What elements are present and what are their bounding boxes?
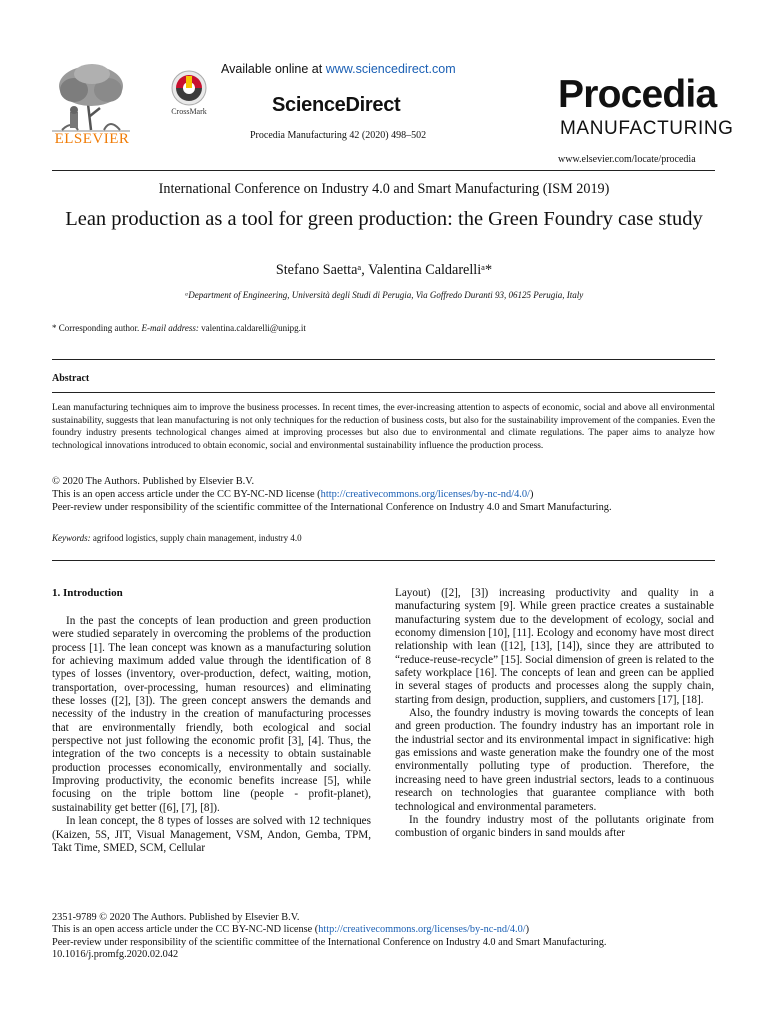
paragraph: Layout) ([2], [3]) increasing productivity and quality in a manufacturing system [9]. While green practice creates a sustainable manufacturing system due to the development of ecology, social and economy dimension [10], [11]. Ecology and economy have most direct relationship with lean ([12], [13], [14]), since they are attributed to “reduce-reuse-recycle” [15]. Social dimension of green is related to the safety workplace [16]. The concepts of lean and green can be applied in several stages of products and processes along the supply chain, starting from design, production, suppliers, and customers [17], [18]. [395,587,714,706]
keywords-label: Keywords: [52,533,91,543]
license-link[interactable]: http://creativecommons.org/licenses/by-nc-nd/4.0/ [320,489,530,500]
available-online-line [221,62,456,76]
issn-line: 2351-9789 © 2020 The Authors. Published by Elsevier B.V. [52,912,300,923]
conference-name: International Conference on Industry 4.0 and Smart Manufacturing (ISM 2019) [158,181,610,197]
manufacturing-wordmark: MANUFACTURING [560,118,734,139]
abstract-heading: Abstract [52,373,90,384]
paper-title: Lean production as a tool for green production: the Green Foundry case study [65,208,703,230]
keywords-line [52,533,302,543]
footer-peer-review-line: Peer-review under responsibility of the scientific committee of the International Conference on Industry 4.0 and Smart Manufacturing. [52,936,607,948]
paragraph: In the past the concepts of lean production and green production were studied separately in overcoming the problems of the production process [1]. The lean concept was known as a manufacturing solution for achieving maximum added value through the identification of 8 types of losses (inventory, over-production, defect, waiting, motion, transportation, over-processing, human resources) and eliminating these losses ([2], [3]). The green concept answers the demands and necessity of the industry in the creation of manufacturing processes that are environmentally friendly, both ecological and social perspective not just following the economic profit [3], [4]. Thus, the integration of the two concepts is a necessity to obtain sustainable production processes economically, environmentally and socially. Improving productivity, the economic benefits increase [5], while focusing on the triple bottom line (people - profit-planet), sustainability get better ([6], [7], [8]). [52,615,371,814]
keywords-text: agrifood logistics, supply chain management, industry 4.0 [90,533,302,543]
license-line [52,488,732,501]
corresponding-prefix: * Corresponding author. [52,323,142,333]
copyright-line: © 2020 The Authors. Published by Elsevier B.V. [52,476,255,487]
available-prefix: Available online at [221,62,326,76]
body-column-right [395,587,714,841]
sciencedirect-brand: ScienceDirect [272,94,401,116]
license-suffix: ) [529,489,534,500]
affiliation: ᵃDepartment of Engineering, Università degli Studi di Perugia, Via Goffredo Duranti 93, 06125 Perugia, Italy [184,290,584,300]
paragraph: In the foundry industry most of the pollutants originate from combustion of organic binders in sand moulds after [395,813,714,840]
footer-block [52,912,742,962]
sciencedirect-link[interactable]: www.sciencedirect.com [325,62,456,76]
journal-url[interactable]: www.elsevier.com/locate/procedia [558,154,696,165]
abstract-top-rule [52,359,715,360]
journal-reference: Procedia Manufacturing 42 (2020) 498–502 [250,130,427,141]
section-heading-introduction: 1. Introduction [52,587,123,599]
copyright-block [52,475,732,514]
footer-license-suffix: ) [525,924,530,936]
footer-license-prefix: This is an open access article under the CC BY-NC-ND license ( [52,924,319,936]
footer-license-link[interactable]: http://creativecommons.org/licenses/by-nc-nd/4.0/ [318,924,526,936]
paragraph: Also, the foundry industry is moving towards the concepts of lean and green production. The foundry industry has an important role in the industrial sector and its environmental impact in significative: high gas emissions and waste generation make the foundry one of the most environmentally polluting type of production. Therefore, the increasing need to have green industrial sectors, leads to a continuous research on technologies that guarantee compliance with both technological and environmental parameters. [395,707,714,813]
paragraph: In lean concept, the 8 types of losses are solved with 12 techniques (Kaizen, 5S, JIT, Visual Management, VSM, Andon, Gemba, TPM, Takt Time, SMED, SCM, Cellular [52,815,371,854]
corresponding-author [52,323,306,333]
abstract-heading-rule [52,392,715,393]
body-column-left [52,615,371,855]
footer-license-line [52,924,742,936]
procedia-wordmark: Procedia [558,73,717,116]
author-list: Stefano Saettaᵃ, Valentina Caldarelliᵃ* [275,262,493,278]
corresponding-email[interactable]: valentina.caldarelli@unipg.it [198,323,306,333]
elsevier-wordmark: ELSEVIER [54,131,130,147]
keywords-bottom-rule [52,560,715,561]
abstract-body: Lean manufacturing techniques aim to improve the business processes. In recent times, the ever-increasing attention to aspects of economic, social and above all environmental sustainability, suggests that lean manufacturing is not only techniques for the reduction of business costs, but also for the sustainability improvement of the companies. Even the foundry industry presents technological changes aimed at improving processes but also due to environmental and climate regulations. The paper aims to analyze how technological innovations introduced to obtain economic, social and environmental sustainability influence the production process. [52,403,715,451]
header-divider [52,170,715,171]
license-prefix: This is an open access article under the CC BY-NC-ND license ( [52,489,321,500]
email-label: E-mail address: [141,323,199,333]
peer-review-line: Peer-review under responsibility of the scientific committee of the International Conference on Industry 4.0 and Smart Manufacturing. [52,502,612,513]
crossmark-label: CrossMark [171,107,207,116]
doi-line[interactable]: 10.1016/j.promfg.2020.02.042 [52,949,179,961]
